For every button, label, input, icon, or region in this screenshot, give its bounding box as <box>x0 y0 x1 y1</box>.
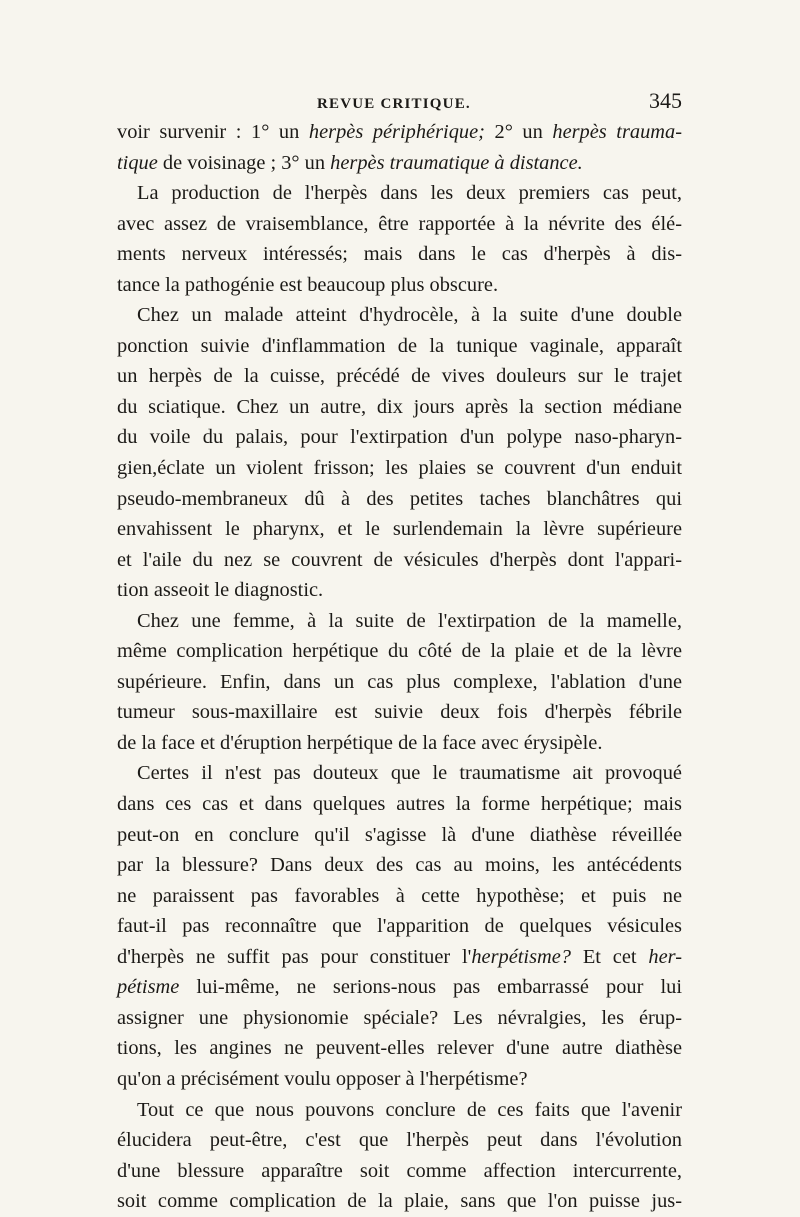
text-line <box>117 300 682 331</box>
text-run: qu'on a précisément voulu opposer à l'herpétisme? <box>117 1067 528 1090</box>
text-line <box>117 148 682 179</box>
text-line <box>117 972 682 1003</box>
italic-text: herpétisme? <box>471 945 572 968</box>
text-line <box>117 484 682 515</box>
text-line <box>117 1186 682 1217</box>
text-line <box>117 331 682 362</box>
italic-text: herpès périphérique; <box>308 121 485 143</box>
text-line <box>117 911 682 942</box>
text-run: Certes il n'est pas douteux que le traumatisme ait provoqué <box>137 762 682 785</box>
text-run: du voile du palais, pour l'extirpation d'un polype naso-pharyn- <box>117 426 682 449</box>
text-line <box>117 514 682 545</box>
page-number: 345 <box>649 88 682 113</box>
text-line <box>117 1064 682 1095</box>
text-line <box>117 1003 682 1034</box>
text-run: Tout ce que nous pouvons conclure de ces faits que l'avenir <box>137 1098 682 1121</box>
header-title: REVUE CRITIQUE. <box>317 96 471 112</box>
text-line <box>117 942 682 973</box>
text-run: La production de l'herpès dans les deux premiers cas peut, <box>137 182 682 205</box>
italic-text: tique <box>117 151 158 174</box>
text-run: lui-même, ne serions-nous pas embarrassé pour lui <box>179 976 682 999</box>
text-run: un herpès de la cuisse, précédé de vives douleurs sur le trajet <box>117 365 682 388</box>
text-line <box>117 453 682 484</box>
text-line <box>117 209 682 240</box>
text-line <box>117 117 682 148</box>
text-run: de voisinage ; 3° un <box>157 151 331 174</box>
text-line <box>117 697 682 728</box>
text-run: dans ces cas et dans quelques autres la forme herpétique; mais <box>117 793 682 816</box>
text-run: tumeur sous-maxillaire est suivie deux fois d'herpès fébrile <box>117 701 682 724</box>
text-line <box>117 1033 682 1064</box>
italic-text: her- <box>648 945 682 968</box>
text-run: tance la pathogénie est beaucoup plus obscure. <box>117 273 499 296</box>
text-line <box>117 270 682 301</box>
text-line <box>117 1156 682 1187</box>
text-line <box>117 422 682 453</box>
text-run: Chez une femme, à la suite de l'extirpation de la mamelle, <box>137 609 682 632</box>
text-line <box>117 881 682 912</box>
text-run: pseudo-membraneux dû à des petites taches blanchâtres qui <box>117 487 682 510</box>
text-line <box>117 361 682 392</box>
text-run: de la face et d'éruption herpétique de la face avec érysipèle. <box>117 731 603 754</box>
text-line <box>117 820 682 851</box>
text-run: même complication herpétique du côté de la plaie et de la lèvre <box>117 640 682 663</box>
text-run: et l'aile du nez se couvrent de vésicules d'herpès dont l'appari- <box>117 548 682 571</box>
text-run: assigner une physionomie spéciale? Les névralgies, les érup- <box>117 1006 682 1029</box>
text-run: tion asseoit le diagnostic. <box>117 579 324 602</box>
text-run: soit comme complication de la plaie, sans que l'on puisse jus- <box>117 1190 682 1213</box>
text-line <box>117 728 682 759</box>
text-run: Et cet <box>571 945 649 968</box>
text-run: envahissent le pharynx, et le surlendemain la lèvre supérieure <box>117 518 682 541</box>
text-run: voir survenir : 1° un <box>117 121 309 143</box>
text-line <box>117 392 682 423</box>
text-line <box>117 789 682 820</box>
text-run: d'une blessure apparaître soit comme affection intercurrente, <box>117 1159 682 1182</box>
text-line <box>117 1095 682 1126</box>
text-line <box>117 636 682 667</box>
text-run: gien,éclate un violent frisson; les plaies se couvrent d'un enduit <box>117 457 682 480</box>
text-line <box>117 850 682 881</box>
text-run: ponction suivie d'inflammation de la tunique vaginale, apparaît <box>117 334 682 357</box>
text-line <box>117 667 682 698</box>
text-run: 2° un <box>484 121 553 143</box>
text-run: du sciatique. Chez un autre, dix jours après la section médiane <box>117 395 682 418</box>
text-line <box>117 758 682 789</box>
text-line <box>117 545 682 576</box>
text-run: tions, les angines ne peuvent-elles relever d'une autre diathèse <box>117 1037 682 1060</box>
text-line <box>117 575 682 606</box>
text-line <box>117 606 682 637</box>
text-run: Chez un malade atteint d'hydrocèle, à la suite d'une double <box>137 304 682 327</box>
text-run: élucidera peut-être, c'est que l'herpès peut dans l'évolution <box>117 1129 682 1152</box>
text-run: d'herpès ne suffit pas pour constituer l' <box>117 945 472 968</box>
italic-text: herpès trauma- <box>552 121 683 143</box>
italic-text: herpès traumatique à distance. <box>330 151 583 174</box>
text-run: ne paraissent pas favorables à cette hypothèse; et puis ne <box>117 884 682 907</box>
text-run: peut-on en conclure qu'il s'agisse là d'une diathèse réveillée <box>117 823 682 846</box>
text-run: par la blessure? Dans deux des cas au moins, les antécédents <box>117 854 682 877</box>
text-line <box>117 239 682 270</box>
body-text <box>117 117 682 1217</box>
text-run: ments nerveux intéressés; mais dans le cas d'herpès à dis- <box>117 243 682 266</box>
text-line <box>117 1125 682 1156</box>
italic-text: pétisme <box>117 976 180 999</box>
text-run: avec assez de vraisemblance, être rapportée à la névrite des élé- <box>117 212 682 235</box>
text-run: faut-il pas reconnaître que l'apparition de quelques vésicules <box>117 915 682 938</box>
text-run: supérieure. Enfin, dans un cas plus complexe, l'ablation d'une <box>117 670 682 693</box>
text-line <box>117 178 682 209</box>
